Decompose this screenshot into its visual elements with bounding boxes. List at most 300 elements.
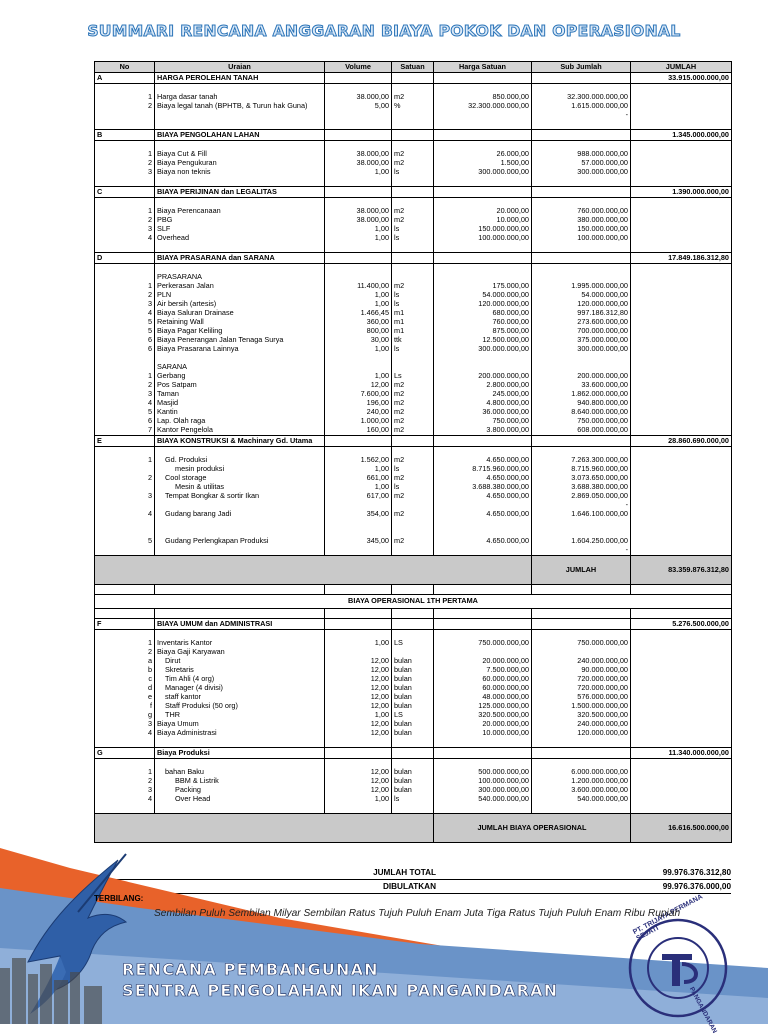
- table-cell: LS: [392, 711, 434, 720]
- table-cell: 1.646.100.000,00: [532, 510, 631, 519]
- col-jumlah: JUMLAH: [631, 62, 732, 73]
- table-cell: bulan: [392, 768, 434, 777]
- table-cell: 7.600,00: [325, 390, 392, 399]
- empty-cell: [631, 207, 732, 216]
- empty-cell: [434, 804, 532, 814]
- empty-cell: [392, 738, 434, 748]
- empty-cell: [325, 73, 392, 84]
- col-uraian: Uraian: [155, 62, 325, 73]
- section-code: A: [95, 73, 155, 84]
- table-row: [95, 216, 732, 225]
- table-cell: 1,00: [325, 291, 392, 300]
- table-cell: 48.000.000,00: [434, 693, 532, 702]
- empty-cell: [631, 702, 732, 711]
- empty-cell: [631, 447, 732, 457]
- table-cell: 7: [95, 426, 155, 436]
- table-cell: 2.800.000,00: [434, 381, 532, 390]
- table-cell: 12,00: [325, 777, 392, 786]
- table-cell: 30,00: [325, 336, 392, 345]
- empty-cell: [95, 609, 155, 619]
- empty-cell: [434, 630, 532, 640]
- table-cell: 38.000,00: [325, 93, 392, 102]
- empty-cell: [532, 253, 631, 264]
- empty-cell: [631, 102, 732, 111]
- table-cell: 54.000.000,00: [532, 291, 631, 300]
- table-cell: 2: [95, 648, 155, 657]
- table-cell: 7.263.300.000,00: [532, 456, 631, 465]
- table-cell: 100.000.000,00: [434, 234, 532, 243]
- table-row: [95, 768, 732, 777]
- table-cell: staff kantor: [155, 693, 325, 702]
- empty-cell: [631, 777, 732, 786]
- table-cell: Over Head: [155, 795, 325, 804]
- table-cell: PBG: [155, 216, 325, 225]
- table-cell: Lap. Olah raga: [155, 417, 325, 426]
- table-cell: ls: [392, 345, 434, 354]
- empty-cell: [325, 648, 392, 657]
- table-cell: 576.000.000,00: [532, 693, 631, 702]
- empty-cell: [392, 273, 434, 282]
- table-cell: Biaya Penerangan Jalan Tenaga Surya: [155, 336, 325, 345]
- table-cell: d: [95, 684, 155, 693]
- table-cell: bulan: [392, 666, 434, 675]
- table-cell: 90.000.000,00: [532, 666, 631, 675]
- empty-cell: [631, 408, 732, 417]
- table-cell: 750.000.000,00: [532, 417, 631, 426]
- empty-cell: [631, 630, 732, 640]
- table-row: [95, 318, 732, 327]
- table-cell: 540.000.000,00: [434, 795, 532, 804]
- table-cell: ls: [392, 291, 434, 300]
- table-row: [95, 657, 732, 666]
- table-cell: 3.600.000.000,00: [532, 786, 631, 795]
- table-cell: 60.000.000,00: [434, 675, 532, 684]
- footer-title-line2: SENTRA PENGOLAHAN IKAN PANGANDARAN: [122, 981, 559, 1000]
- table-cell: 375.000.000,00: [532, 336, 631, 345]
- col-no: No: [95, 62, 155, 73]
- empty-cell: [434, 363, 532, 372]
- table-cell: 33.600.000,00: [532, 381, 631, 390]
- table-cell: 1: [95, 372, 155, 381]
- empty-cell: [434, 177, 532, 187]
- budget-table: [94, 61, 732, 843]
- table-cell: 5,00: [325, 102, 392, 111]
- spacer-row: [95, 738, 732, 748]
- table-row: [95, 693, 732, 702]
- empty-cell: [631, 336, 732, 345]
- empty-cell: [532, 243, 631, 253]
- empty-cell: [434, 585, 532, 595]
- table-cell: 12,00: [325, 684, 392, 693]
- table-cell: 12,00: [325, 702, 392, 711]
- table-cell: 2: [95, 216, 155, 225]
- table-cell: 1.466,45: [325, 309, 392, 318]
- table-cell: 3: [95, 390, 155, 399]
- empty-cell: [631, 738, 732, 748]
- terbilang-text: Sembilan Puluh Sembilan Milyar Sembilan Ratus Tujuh Puluh Enam Juta Tiga Ratus Tujuh Puluh Enam Ribu Rupiah: [154, 908, 681, 919]
- table-cell: bulan: [392, 675, 434, 684]
- table-row: [95, 345, 732, 354]
- logo-place-text: PANGANDARAN: [687, 986, 719, 1034]
- table-cell: 1.562,00: [325, 456, 392, 465]
- table-cell: 38.000,00: [325, 207, 392, 216]
- table-cell: 300.000.000,00: [532, 168, 631, 177]
- empty-cell: [532, 738, 631, 748]
- dibulatkan-label: DIBULATKAN: [382, 882, 436, 891]
- empty-cell: [434, 447, 532, 457]
- empty-cell: [631, 120, 732, 130]
- table-row: [95, 390, 732, 399]
- table-cell: Biaya Cut & Fill: [155, 150, 325, 159]
- table-cell: 4.650.000,00: [434, 492, 532, 501]
- spacer-row: [95, 264, 732, 274]
- table-cell: 4.650.000,00: [434, 510, 532, 519]
- empty-cell: [434, 253, 532, 264]
- empty-cell: [631, 150, 732, 159]
- empty-cell: [631, 300, 732, 309]
- empty-cell: [631, 474, 732, 483]
- empty-cell: [95, 84, 155, 94]
- subheading-prasarana: PRASARANA: [155, 273, 325, 282]
- empty-cell: [631, 399, 732, 408]
- table-cell: 5: [95, 408, 155, 417]
- empty-cell: [392, 804, 434, 814]
- empty-cell: [155, 585, 325, 595]
- empty-cell: [434, 111, 532, 120]
- table-cell: 1,00: [325, 483, 392, 492]
- section-total: 33.915.000.000,00: [631, 73, 732, 84]
- table-cell: 760.000,00: [434, 318, 532, 327]
- empty-cell: [631, 648, 732, 657]
- table-cell: 38.000,00: [325, 216, 392, 225]
- table-row: [95, 381, 732, 390]
- empty-cell: [631, 492, 732, 501]
- table-cell: 12,00: [325, 729, 392, 738]
- empty-cell: [631, 111, 732, 120]
- table-cell: 2: [95, 381, 155, 390]
- table-row: [95, 729, 732, 738]
- empty-cell: [631, 609, 732, 619]
- empty-cell: [325, 528, 392, 537]
- spacer-row: [95, 363, 732, 372]
- empty-cell: [532, 759, 631, 769]
- table-cell: 540.000.000,00: [532, 795, 631, 804]
- table-cell: 1,00: [325, 639, 392, 648]
- page-title: SUMMARI RENCANA ANGGARAN BIAYA POKOK DAN OPERASIONAL: [87, 22, 681, 40]
- table-cell: 1.000,00: [325, 417, 392, 426]
- section-row: [95, 187, 732, 198]
- table-cell: Masjid: [155, 399, 325, 408]
- spacer-row: [95, 630, 732, 640]
- table-cell: 12,00: [325, 675, 392, 684]
- empty-cell: [631, 483, 732, 492]
- section-title: BIAYA UMUM dan ADMINISTRASI: [155, 619, 325, 630]
- table-cell: 1,00: [325, 168, 392, 177]
- empty-cell: [325, 243, 392, 253]
- table-cell: 273.600.000,00: [532, 318, 631, 327]
- empty-cell: [532, 363, 631, 372]
- table-cell: 240,00: [325, 408, 392, 417]
- table-cell: PLN: [155, 291, 325, 300]
- table-row: [95, 300, 732, 309]
- table-cell: [95, 483, 155, 492]
- empty-cell: [325, 609, 392, 619]
- table-cell: 1,00: [325, 795, 392, 804]
- table-cell: bulan: [392, 729, 434, 738]
- table-cell: Mesin & utilitas: [155, 483, 325, 492]
- empty-cell: [631, 720, 732, 729]
- table-cell: 38.000,00: [325, 150, 392, 159]
- table-cell: 608.000.000,00: [532, 426, 631, 436]
- table-cell: 150.000.000,00: [434, 225, 532, 234]
- table-cell: Gudang Perlengkapan Produksi: [155, 537, 325, 546]
- empty-cell: [434, 738, 532, 748]
- jumlah-operasional-value: 16.616.500.000,00: [631, 814, 732, 843]
- spacer-row: [95, 120, 732, 130]
- table-cell: bulan: [392, 693, 434, 702]
- table-cell: 1,00: [325, 300, 392, 309]
- table-cell: 2: [95, 291, 155, 300]
- table-cell: 3: [95, 225, 155, 234]
- table-cell: 700.000.000,00: [532, 327, 631, 336]
- empty-cell: [434, 759, 532, 769]
- table-cell: 12,00: [325, 786, 392, 795]
- table-cell: Air bersih (artesis): [155, 300, 325, 309]
- terbilang-label: TERBILANG:: [94, 894, 144, 903]
- table-cell: Kantin: [155, 408, 325, 417]
- empty-cell: [631, 93, 732, 102]
- empty-cell: [155, 198, 325, 208]
- spacer-row: [95, 447, 732, 457]
- table-cell: 3: [95, 168, 155, 177]
- empty-cell: [631, 327, 732, 336]
- spacer-row: [95, 585, 732, 595]
- empty-cell: [392, 501, 434, 510]
- jumlah-operasional-row: [95, 814, 732, 843]
- table-cell: ttk: [392, 336, 434, 345]
- table-cell: ls: [392, 483, 434, 492]
- empty-cell: [532, 630, 631, 640]
- empty-cell: [434, 273, 532, 282]
- table-cell: ls: [392, 795, 434, 804]
- table-cell: 4: [95, 234, 155, 243]
- table-cell: 360,00: [325, 318, 392, 327]
- table-row: [95, 234, 732, 243]
- empty-cell: [325, 630, 392, 640]
- empty-cell: [532, 187, 631, 198]
- empty-cell: [631, 198, 732, 208]
- empty-cell: [325, 363, 392, 372]
- empty-cell: [325, 501, 392, 510]
- empty-cell: [631, 372, 732, 381]
- table-cell: ls: [392, 225, 434, 234]
- dash-text: -: [532, 501, 631, 510]
- empty-cell: [95, 804, 155, 814]
- empty-cell: [631, 354, 732, 363]
- empty-cell: [631, 177, 732, 187]
- empty-cell: [155, 804, 325, 814]
- empty-cell: [631, 639, 732, 648]
- empty-cell: [631, 768, 732, 777]
- table-row: [95, 492, 732, 501]
- table-cell: SLF: [155, 225, 325, 234]
- table-row: [95, 327, 732, 336]
- empty-cell: [434, 243, 532, 253]
- table-cell: 3: [95, 300, 155, 309]
- table-cell: 750.000.000,00: [434, 639, 532, 648]
- empty-cell: [532, 354, 631, 363]
- table-cell: bahan Baku: [155, 768, 325, 777]
- empty-cell: [434, 609, 532, 619]
- table-cell: 720.000.000,00: [532, 684, 631, 693]
- table-cell: f: [95, 702, 155, 711]
- table-cell: b: [95, 666, 155, 675]
- empty-cell: [434, 546, 532, 556]
- table-cell: 4.800.000,00: [434, 399, 532, 408]
- empty-cell: [95, 120, 155, 130]
- table-cell: bulan: [392, 702, 434, 711]
- empty-cell: [631, 141, 732, 151]
- table-cell: 1,00: [325, 345, 392, 354]
- empty-cell: [434, 648, 532, 657]
- table-cell: 3: [95, 492, 155, 501]
- empty-cell: [631, 390, 732, 399]
- empty-cell: [631, 243, 732, 253]
- empty-cell: [155, 141, 325, 151]
- table-cell: %: [392, 102, 434, 111]
- empty-cell: [434, 187, 532, 198]
- empty-cell: [95, 111, 155, 120]
- empty-cell: [325, 354, 392, 363]
- table-row: [95, 225, 732, 234]
- table-cell: 850.000,00: [434, 93, 532, 102]
- table-cell: g: [95, 711, 155, 720]
- table-row: [95, 309, 732, 318]
- section-title: Biaya Produksi: [155, 748, 325, 759]
- table-cell: 60.000.000,00: [434, 684, 532, 693]
- table-cell: 12,00: [325, 693, 392, 702]
- empty-cell: [631, 759, 732, 769]
- table-row: [95, 408, 732, 417]
- section-total: 11.340.000.000,00: [631, 748, 732, 759]
- table-cell: m2: [392, 390, 434, 399]
- empty-cell: [631, 510, 732, 519]
- section-code: D: [95, 253, 155, 264]
- table-cell: Skretaris: [155, 666, 325, 675]
- empty-cell: [631, 381, 732, 390]
- empty-cell: [325, 546, 392, 556]
- empty-cell: [155, 519, 325, 528]
- empty-cell: [392, 528, 434, 537]
- table-cell: Packing: [155, 786, 325, 795]
- table-cell: 1: [95, 456, 155, 465]
- table-row: [95, 399, 732, 408]
- table-cell: 750.000,00: [434, 417, 532, 426]
- table-cell: 617,00: [325, 492, 392, 501]
- table-row: [95, 684, 732, 693]
- table-cell: 760.000.000,00: [532, 207, 631, 216]
- empty-cell: [392, 253, 434, 264]
- table-cell: 1: [95, 282, 155, 291]
- table-row: [95, 426, 732, 436]
- empty-cell: [392, 609, 434, 619]
- table-cell: 875.000,00: [434, 327, 532, 336]
- table-cell: 5: [95, 327, 155, 336]
- table-cell: m2: [392, 93, 434, 102]
- table-cell: 1: [95, 768, 155, 777]
- table-cell: 1,00: [325, 465, 392, 474]
- empty-cell: [95, 759, 155, 769]
- table-cell: 4.650.000,00: [434, 537, 532, 546]
- table-cell: 320.500.000,00: [532, 711, 631, 720]
- table-cell: Biaya Prasarana Lainnya: [155, 345, 325, 354]
- table-cell: 1,00: [325, 372, 392, 381]
- empty-cell: [631, 216, 732, 225]
- empty-cell: [631, 693, 732, 702]
- spacer-row: [95, 84, 732, 94]
- table-cell: 1: [95, 639, 155, 648]
- section-total: 5.276.500.000,00: [631, 619, 732, 630]
- empty-cell: [434, 619, 532, 630]
- table-cell: 12,00: [325, 657, 392, 666]
- table-cell: 661,00: [325, 474, 392, 483]
- empty-cell: [631, 684, 732, 693]
- table-cell: 120.000.000,00: [532, 300, 631, 309]
- table-cell: 988.000.000,00: [532, 150, 631, 159]
- table-cell: 3: [95, 786, 155, 795]
- empty-cell: [631, 519, 732, 528]
- table-row: [95, 93, 732, 102]
- table-cell: m2: [392, 207, 434, 216]
- spacer-row: [95, 519, 732, 528]
- table-cell: 160,00: [325, 426, 392, 436]
- spacer-row: [95, 111, 732, 120]
- empty-cell: [392, 111, 434, 120]
- empty-cell: [325, 748, 392, 759]
- table-row: [95, 639, 732, 648]
- empty-cell: [95, 243, 155, 253]
- table-cell: 5: [95, 537, 155, 546]
- table-cell: 5: [95, 318, 155, 327]
- empty-cell: [434, 264, 532, 274]
- empty-cell: [631, 546, 732, 556]
- spacer-row: [95, 528, 732, 537]
- table-cell: m2: [392, 474, 434, 483]
- empty-cell: [325, 120, 392, 130]
- empty-cell: [155, 528, 325, 537]
- table-row: [95, 102, 732, 111]
- empty-cell: [631, 537, 732, 546]
- table-cell: 1,00: [325, 234, 392, 243]
- empty-cell: [325, 738, 392, 748]
- empty-cell: [631, 666, 732, 675]
- table-cell: 2: [95, 159, 155, 168]
- table-cell: m2: [392, 216, 434, 225]
- empty-cell: [434, 436, 532, 447]
- table-cell: Ls: [392, 372, 434, 381]
- empty-cell: [95, 501, 155, 510]
- table-cell: 3.688.380.000,00: [434, 483, 532, 492]
- table-cell: 100.000.000,00: [532, 234, 631, 243]
- empty-cell: [631, 309, 732, 318]
- empty-cell: [434, 198, 532, 208]
- table-cell: 1.200.000.000,00: [532, 777, 631, 786]
- table-cell: Kantor Pengelola: [155, 426, 325, 436]
- empty-cell: [532, 609, 631, 619]
- table-cell: Inventaris Kantor: [155, 639, 325, 648]
- empty-cell: [532, 120, 631, 130]
- jumlah-total-label: JUMLAH TOTAL: [373, 868, 436, 877]
